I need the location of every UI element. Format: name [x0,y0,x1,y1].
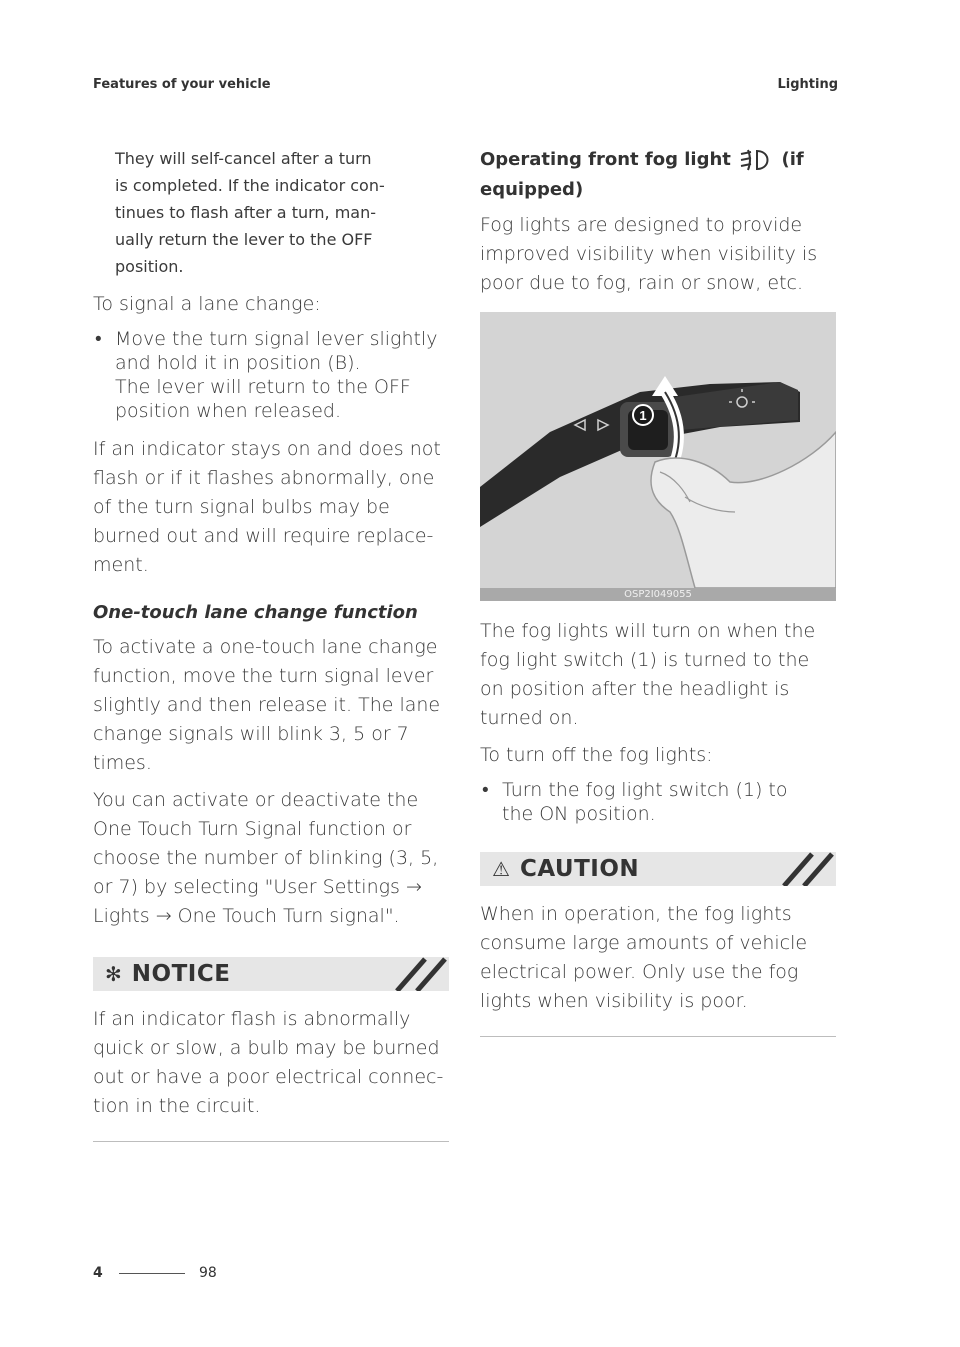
one-touch-paragraph-2: You can activate or deactivate the One Touch Turn Signal function or choose the number of blinking (3, 5, or 7) by selecting "User Settings → Lights → One Touch Turn signal". [93,789,439,927]
caution-text: When in operation, the fog lights consume large amounts of vehicle electrical power. Only use the fog lights when visibility is poor. [480,903,808,1012]
warning-triangle-icon: ⚠ [492,857,510,881]
section-divider [93,1141,449,1142]
bullet-line: Turn the fog light switch (1) to [502,779,788,801]
callout-number: 1 [639,408,647,423]
indicator-paragraph: If an indicator stays on and does not flash or if it flashes abnormally, one of the turn signal bulbs may be burned out and will require replace-ment. [93,438,441,576]
one-touch-paragraph-1: To activate a one-touch lane change function, move the turn signal lever slightly and then release it. The lane change signals will blink 3, 5 or 7 times. [93,636,441,774]
fog-light-icon [739,148,773,172]
fog-off-bullet [480,778,836,826]
caution-title: CAUTION [519,856,640,882]
fog-heading-text: Operating front fog light [480,149,731,170]
bullet-line: position when released. [115,400,342,422]
notice-asterisk-icon: ✻ [105,962,122,986]
fog-heading-suffix: (if [781,149,804,170]
banner-slashes-icon [379,957,449,991]
fog-off-intro: To turn off the fog lights: [480,744,713,766]
page-footer [93,1265,217,1281]
continued-line: tinues to flash after a turn, man- [115,203,377,222]
lever-drawing [480,312,836,588]
footer-rule [119,1273,185,1274]
bullet-line: the ON position. [502,803,656,825]
fog-light-heading [480,145,836,205]
bullet-dot: • [482,779,489,801]
fog-switch-illustration [480,312,836,601]
left-column [93,145,449,1142]
bullet-dot: • [95,328,102,350]
lane-change-intro: To signal a lane change: [93,293,321,315]
running-header-section: Features of your vehicle [93,77,271,92]
continued-line: ually return the lever to the OFF [115,230,373,249]
bullet-line: Move the turn signal lever slightly [115,328,438,350]
banner-slashes-icon [766,852,836,886]
fog-on-paragraph: The fog lights will turn on when the fog light switch (1) is turned to the on position after the headlight is turned on. [480,620,816,729]
continued-line: They will self-cancel after a turn [115,149,372,168]
footer-section-number: 4 [93,1265,103,1281]
right-column [480,145,836,1037]
continued-line: position. [115,257,184,276]
lane-change-bullet [93,327,449,423]
running-header-topic: Lighting [777,77,838,92]
footer-page-number: 98 [199,1265,217,1281]
bullet-line: and hold it in position (B). [115,352,361,374]
fog-intro-paragraph: Fog lights are designed to provide improved visibility when visibility is poor due to fog, rain or snow, etc. [480,214,818,294]
section-divider [480,1036,836,1037]
bullet-line: The lever will return to the OFF [115,376,411,398]
notice-banner [93,957,449,991]
notice-title: NOTICE [131,961,231,987]
figure-code: OSP2I049055 [480,588,836,601]
notice-text: If an indicator flash is abnormally quick or slow, a bulb may be burned out or have a poor electrical connec-tion in the circuit. [93,1008,444,1117]
caution-banner [480,852,836,886]
fog-heading-line2: equipped) [480,179,584,200]
continued-text [93,145,449,280]
continued-line: is completed. If the indicator con- [115,176,385,195]
one-touch-heading: One-touch lane change function [93,602,418,623]
